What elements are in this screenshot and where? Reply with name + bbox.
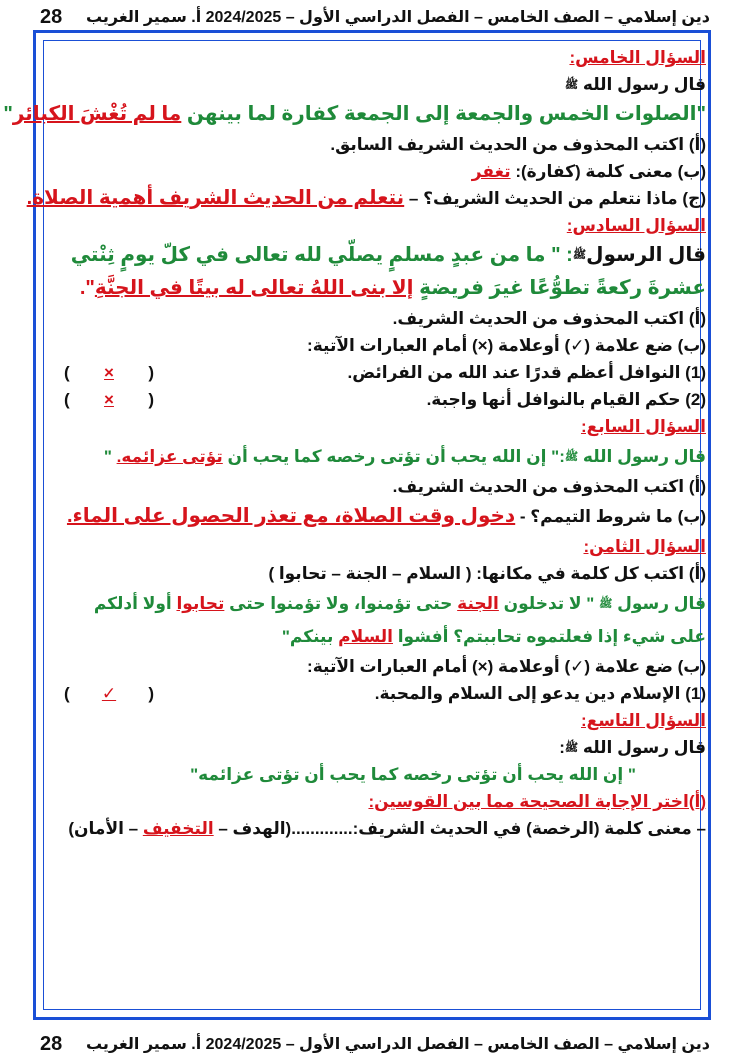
q6-item-1-mark: × xyxy=(104,363,114,382)
q5-hadith-open: "الصلوات الخمس والجمعة إلى الجمعة كفارة لما بينهن xyxy=(181,103,706,125)
q6-hadith-1: : " ما من عبدٍ مسلمٍ يصلّي لله تعالى في كلّ يومٍ ثِنْتي xyxy=(70,244,573,266)
q7-hadith-line xyxy=(42,440,706,473)
q7-title-line xyxy=(42,413,706,440)
q8-hadith-1b: " لا تدخلون xyxy=(498,594,600,613)
q8-hadith-2a: على شيء إذا فعلتموه تحاببتم؟ أفشوا xyxy=(393,627,706,646)
q5-hadith-close: " xyxy=(3,103,13,125)
q6-hadith-2a: عشرةَ ركعةً تطوُّعًا غيرَ فريضةٍ xyxy=(413,277,706,299)
saw-glyph: ﷺ xyxy=(572,249,587,262)
q9-intro-line: قال رسول الله ﷺ: xyxy=(559,738,706,757)
q5-hadith-line xyxy=(3,98,706,131)
saw-glyph: ﷺ xyxy=(564,451,579,464)
q6-item-2-text: (2) حكم القيام بالنوافل أنها واجبة. xyxy=(426,390,706,409)
page-header xyxy=(40,4,710,30)
q6-item-2 xyxy=(42,386,706,413)
q9-item: – معنى كلمة (الرخصة) في الحديث الشريف:.............(الهدف – xyxy=(213,819,706,838)
q5-part-b-line xyxy=(42,158,706,185)
q7-part-b: (ب) ما شروط التيمم؟ - xyxy=(515,507,706,526)
q9-title: السؤال التاسع: xyxy=(581,711,706,730)
saw-glyph: ﷺ xyxy=(599,598,613,611)
q6-title: السؤال السادس: xyxy=(566,216,706,235)
q6-hadith-line-2 xyxy=(42,272,706,305)
q8-hadith-1d: حتى تؤمنوا، ولا تؤمنوا حتى xyxy=(224,594,458,613)
q8-hadith-answer-salam: السلام xyxy=(338,627,393,646)
q7-intro: قال رسول الله xyxy=(582,447,706,466)
q8-hadith-1a: قال رسول xyxy=(617,594,706,613)
q8-title: السؤال الثامن: xyxy=(583,537,706,556)
saw-glyph: ﷺ xyxy=(564,79,579,92)
q5-part-c-line xyxy=(26,185,706,212)
q8-item-1 xyxy=(42,680,706,707)
q8-part-b: (ب) ضع علامة (✓) أوعلامة (×) أمام العبارات الآتية: xyxy=(307,657,706,676)
q5-title: السؤال الخامس: xyxy=(569,48,706,67)
q6-part-a: (أ) اكتب المحذوف من الحديث الشريف. xyxy=(392,309,706,328)
q7-hadith-close: " xyxy=(103,447,117,466)
q8-hadith-line-1 xyxy=(42,587,706,620)
q5-title-line xyxy=(42,44,706,71)
answer-bracket: ( × ) xyxy=(64,386,154,413)
q8-hadith-line-2 xyxy=(42,620,706,653)
q9-title-line xyxy=(42,707,706,734)
q9-item-close: – الأمان) xyxy=(68,819,143,838)
header-text: دين إسلامي – الصف الخامس – الفصل الدراسي الأول – 2024/2025 أ. سمير الغريب xyxy=(85,9,710,26)
q9-part-a: (أ)اختر الإجابة الصحيحة مما بين القوسين: xyxy=(368,792,706,811)
q5-part-c-answer: نتعلم من الحديث الشريف أهمية الصلاة. xyxy=(26,187,405,209)
q5-intro-line xyxy=(42,71,706,98)
q9-hadith: " إن الله يحب أن تؤتى رخصه كما يحب أن تؤتى عزائمه" xyxy=(190,765,636,784)
saw-glyph: ﷺ xyxy=(564,742,579,755)
q9-intro: قال رسول الله xyxy=(582,738,706,757)
page-footer xyxy=(40,1031,710,1057)
q6-part-b: (ب) ضع علامة (✓) أوعلامة (×) أمام العبارات الآتية: xyxy=(307,336,706,355)
footer-text: دين إسلامي – الصف الخامس – الفصل الدراسي الأول – 2024/2025 أ. سمير الغريب xyxy=(85,1036,710,1053)
q5-intro: قال رسول الله xyxy=(582,75,706,94)
q7-hadith-open: :" إن الله يحب أن تؤتى رخصه كما يحب أن xyxy=(222,447,565,466)
q5-hadith-answer: ما لم تُغْشَ الكبائر xyxy=(12,103,182,125)
answer-bracket: ( × ) xyxy=(64,359,154,386)
q9-item-answer: التخفيف xyxy=(142,819,214,838)
q7-part-b-line xyxy=(42,500,706,533)
q8-part-a: (أ) اكتب كل كلمة في مكانها: ( السلام – الجنة – تحابوا ) xyxy=(268,564,706,583)
q6-title-line xyxy=(42,212,706,239)
q8-title-line xyxy=(42,533,706,560)
answer-bracket: ( ✓ ) xyxy=(64,680,154,707)
q9-item-line xyxy=(42,815,706,842)
q6-item-2-mark: × xyxy=(104,390,114,409)
q9-part-a-line xyxy=(42,788,706,815)
q5-part-a: (أ) اكتب المحذوف من الحديث الشريف السابق. xyxy=(330,135,706,154)
q7-title: السؤال السابع: xyxy=(580,417,706,436)
q8-hadith-answer-tahabbu: تحابوا xyxy=(176,594,225,613)
q6-item-1 xyxy=(42,359,706,386)
q8-item-1-text: (1) الإسلام دين يدعو إلى السلام والمحبة. xyxy=(374,684,706,703)
q5-part-b: (ب) معنى كلمة (كفارة): xyxy=(510,162,706,181)
q6-hadith-close: ". xyxy=(79,277,95,299)
q7-part-b-answer: دخول وقت الصلاة، مع تعذر الحصول على الماء. xyxy=(66,505,516,527)
footer-page-number: 28 xyxy=(40,1032,63,1055)
q8-item-1-mark: ✓ xyxy=(101,684,117,703)
q5-part-b-answer: تغفر xyxy=(471,162,511,181)
worksheet-content xyxy=(3,44,706,842)
q7-hadith-answer: تؤتى عزائمه. xyxy=(116,447,223,466)
q8-hadith-answer-jannah: الجنة xyxy=(457,594,499,613)
q8-hadith-1f: أولا أدلكم xyxy=(93,594,177,613)
q6-intro: قال الرسول xyxy=(586,244,706,266)
q7-part-a: (أ) اكتب المحذوف من الحديث الشريف. xyxy=(392,477,706,496)
q6-item-1-text: (1) النوافل أعظم قدرًا عند الله من الفرائض. xyxy=(347,363,706,382)
q5-part-c: (ج) ماذا نتعلم من الحديث الشريف؟ – xyxy=(404,189,706,208)
page-number: 28 xyxy=(40,5,63,28)
q6-hadith-line-1 xyxy=(42,239,706,272)
q6-hadith-answer: إلا بنى اللهُ تعالى له بيتًا في الجنَّةِ xyxy=(94,277,414,299)
q8-hadith-2c: بينكم" xyxy=(281,627,339,646)
